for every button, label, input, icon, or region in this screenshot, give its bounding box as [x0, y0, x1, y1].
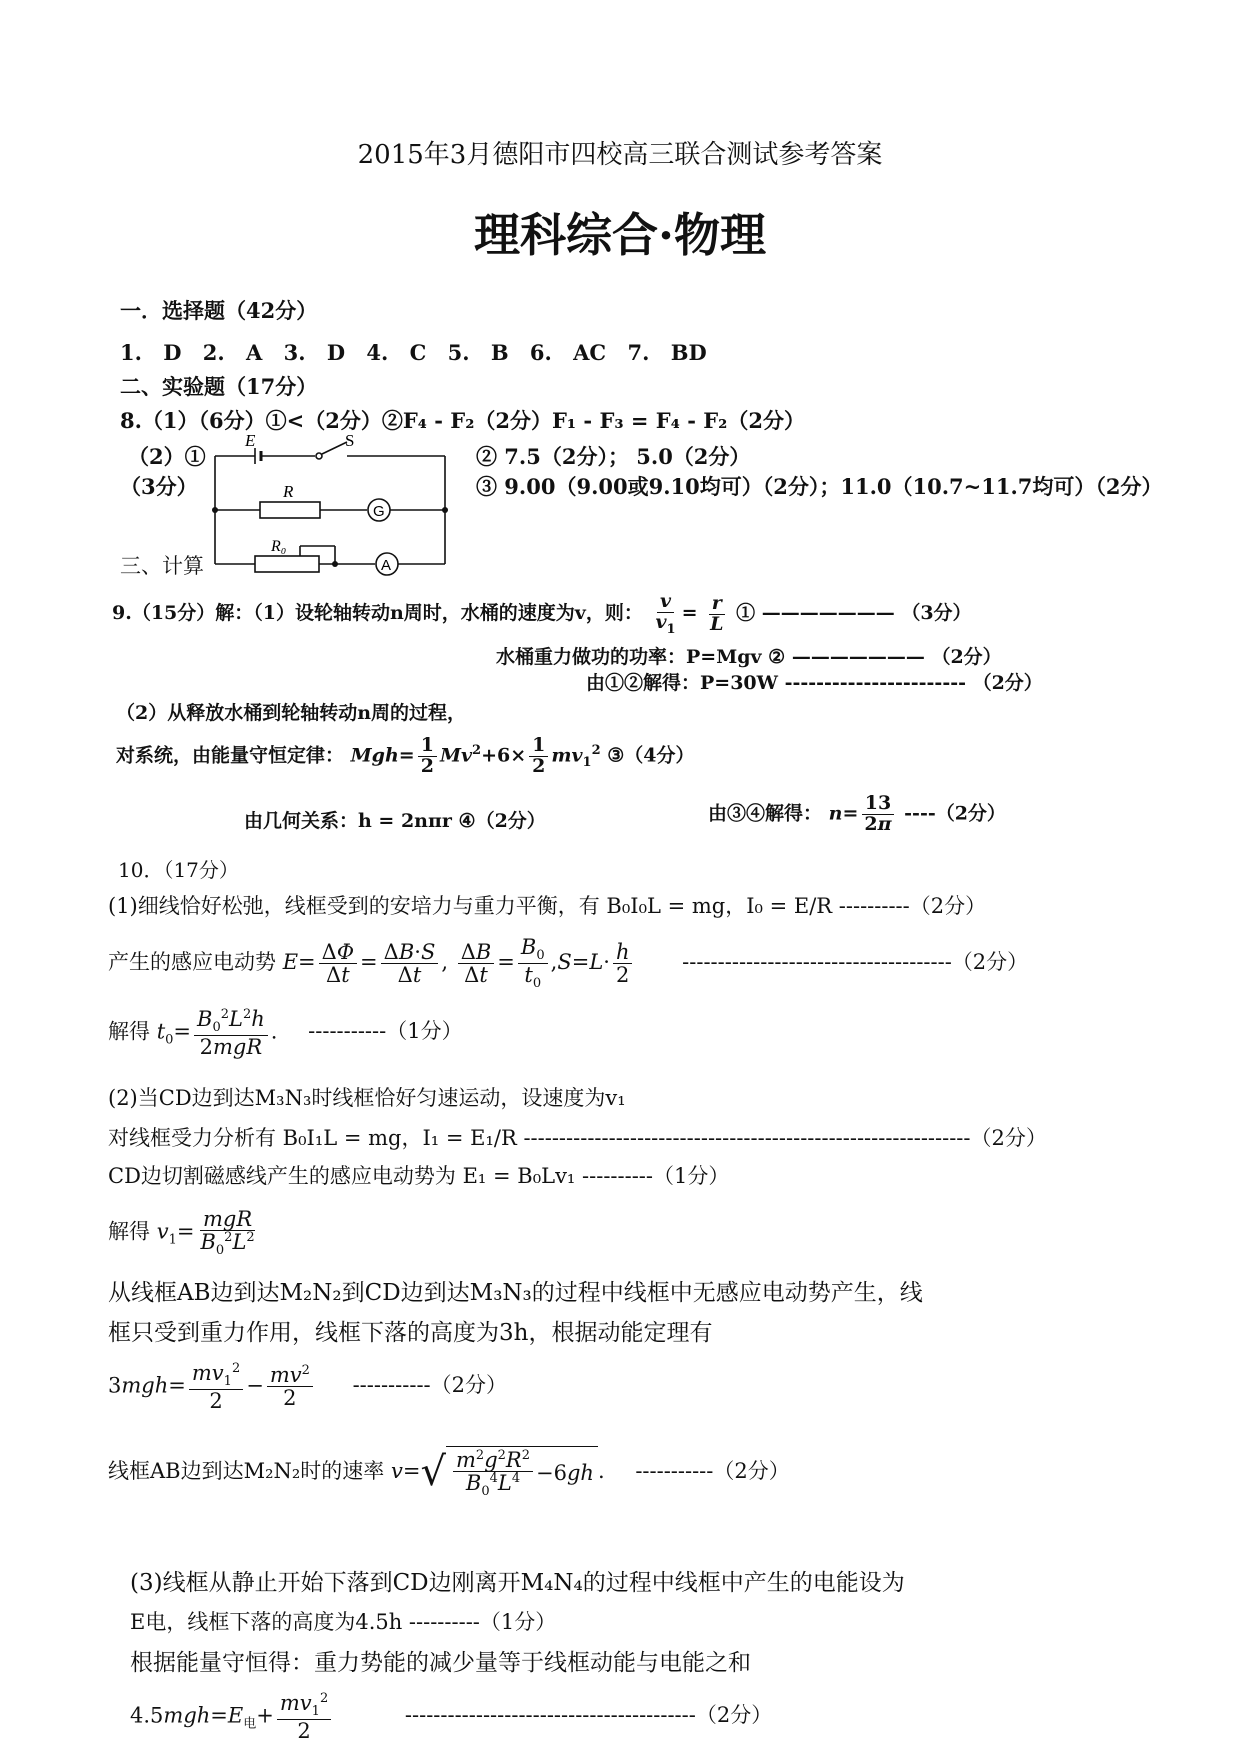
q10-p11-text: 线框AB边到达M₂N₂时的速率 [108, 1458, 385, 1483]
q10-p8: 从线框AB边到达M₂N₂到CD边到达M₃N₃的过程中线框中无感应电动势产生，线 [108, 1280, 923, 1306]
q10-p2-text: 产生的感应电动势 [108, 949, 276, 974]
q10-p13: E电，线框下落的高度为4.5h ----------（1分） [130, 1610, 557, 1634]
q10-p15: $4.5mgh=E_电+$ $\frac{mv_1^2}{2}$ -----------------------------------------（2分） [130, 1691, 773, 1743]
q9-line2: 水桶重力做功的功率：P=Mgv ② ——————— （2分） [496, 646, 1002, 668]
q9-line6-left: 由几何关系：h = 2nπr ④（2分） [244, 810, 546, 832]
q9-line5: 对系统，由能量守恒定律： Mgh= $\frac{1}{2}$ $Mv^2+6\times$ $\frac{1}{2}$ $mv_1^2$ ③（4分） [116, 734, 695, 777]
q9-line4: （2）从释放水桶到轮轴转动n周的过程， [116, 702, 467, 724]
q9-line3: 由①②解得：P=30W ----------------------- （2分） [586, 672, 1043, 694]
q10-p4: (2)当CD边到达M₃N₃时线框恰好匀速运动，设速度为v₁ [108, 1086, 626, 1110]
choice-answers: 1. D 2. A 3. D 4. C 5. B 6. AC 7. BD [120, 340, 707, 365]
q8-part1: 8.（1）（6分）①<（2分）②F₄ - F₂（2分）F₁ - F₃ = F₄ - F₂（2分） [120, 408, 805, 433]
q8-answer-2: ② 7.5（2分）； 5.0（2分） [476, 444, 751, 469]
label-A: A [381, 557, 392, 574]
q10-p7-text: 解得 [108, 1219, 150, 1244]
q10-p12: (3)线框从静止开始下落到CD边刚离开M₄N₄的过程中线框中产生的电能设为 [130, 1570, 905, 1596]
circuit-diagram [205, 432, 455, 578]
label-R0: R₀ [271, 538, 287, 555]
q10-p3-mark: -----------（1分） [308, 1019, 463, 1044]
q9-line5-text: 对系统，由能量守恒定律： [116, 744, 345, 767]
q10-p2-mark: --------------------------------------（2分） [682, 949, 1029, 974]
q9-line6-right-text: 由③④解得： [708, 802, 823, 825]
q9-line1: 9.（15分）解：（1）设轮轴转动n周时，水桶的速度为v，则： $\frac{v}{v_1}$ = $\frac{r}{L}$ ① ——————— （3分） [112, 590, 972, 637]
section1-heading: 一．选择题（42分） [120, 298, 318, 323]
q10-p6: CD边切割磁感线产生的感应电动势为 E₁ = B₀Lv₁ ----------（1分） [108, 1164, 730, 1188]
q8-answer-3: ③ 9.00（9.00或9.10均可）（2分）；11.0（10.7~11.7均可）（2分） [476, 474, 1163, 499]
q8-part2-score: （3分） [120, 474, 198, 499]
q9-line6-right: 由③④解得： n= $\frac{13}{2\pi}$ ----（2分） [708, 792, 1006, 835]
q9-line1-text: 9.（15分）解：（1）设轮轴转动n周时，水桶的速度为v，则： [112, 602, 643, 625]
q10-p11-mark: -----------（2分） [635, 1458, 790, 1483]
q8-part2-label: （2）① [128, 444, 206, 469]
q10-p7: 解得 $v_1=$ $\frac{\text{mgR}}{B_0^2L^2}$ [108, 1207, 255, 1259]
q10-p15-mark: -----------------------------------------（2分） [404, 1703, 773, 1728]
q10-p11: 线框AB边到达M₂N₂时的速率 v= √ $\frac{m^2g^2R^2}{B_0^4L^4}$ −6 gh . -----------（2分） [108, 1448, 790, 1500]
q10-p10-mark: -----------（2分） [352, 1373, 507, 1398]
q9-line1-mark: ① ——————— （3分） [736, 602, 972, 625]
q10-p14: 根据能量守恒得：重力势能的减少量等于线框动能与电能之和 [130, 1650, 751, 1676]
q10-heading: 10．（17分） [118, 858, 239, 882]
label-E: E [245, 432, 256, 450]
document-title: 2015年3月德阳市四校高三联合测试参考答案 [357, 140, 883, 170]
q10-p1: (1)细线恰好松弛，线框受到的安培力与重力平衡，有 B₀I₀L = mg，I₀ = E/R ----------（2分） [108, 894, 987, 918]
section2-heading: 二、实验题（17分） [120, 374, 318, 399]
section3-heading: 三、计算 [120, 554, 204, 578]
q10-p5: 对线框受力分析有 B₀I₁L = mg，I₁ = E₁/R ---------------------------------------------------------------（2分） [108, 1126, 1047, 1150]
document-subtitle: 理科综合·物理 [473, 208, 766, 262]
label-R: R [283, 482, 294, 501]
q10-p3-text: 解得 [108, 1019, 150, 1044]
q10-p9: 框只受到重力作用，线框下落的高度为3h，根据动能定理有 [108, 1320, 713, 1346]
q9-line5-mark: ③（4分） [607, 744, 695, 767]
q10-p2: 产生的感应电动势 E= $\frac{\Delta\Phi}{\Delta t}$ = $\frac{\Delta B\cdot S}{\Delta t}$ , $\frac{\Delta B}{\Delta t}$ = $\frac{B_0}{t_0}$ ,S=L· $\frac{h}{2}$ --------------------------------------（2分） [108, 935, 1029, 992]
q10-p10: 3mgh= $\frac{mv_1^2}{2}$ − $\frac{mv^2}{2}$ -----------（2分） [108, 1361, 507, 1413]
label-S: S [345, 432, 355, 450]
q9-line6-right-mark: ----（2分） [904, 802, 1006, 825]
label-G: G [373, 503, 385, 520]
q10-p3: 解得 $t_0=$ $\frac{B_0^2L^2h}{\text{2mgR}}$ . -----------（1分） [108, 1007, 463, 1059]
